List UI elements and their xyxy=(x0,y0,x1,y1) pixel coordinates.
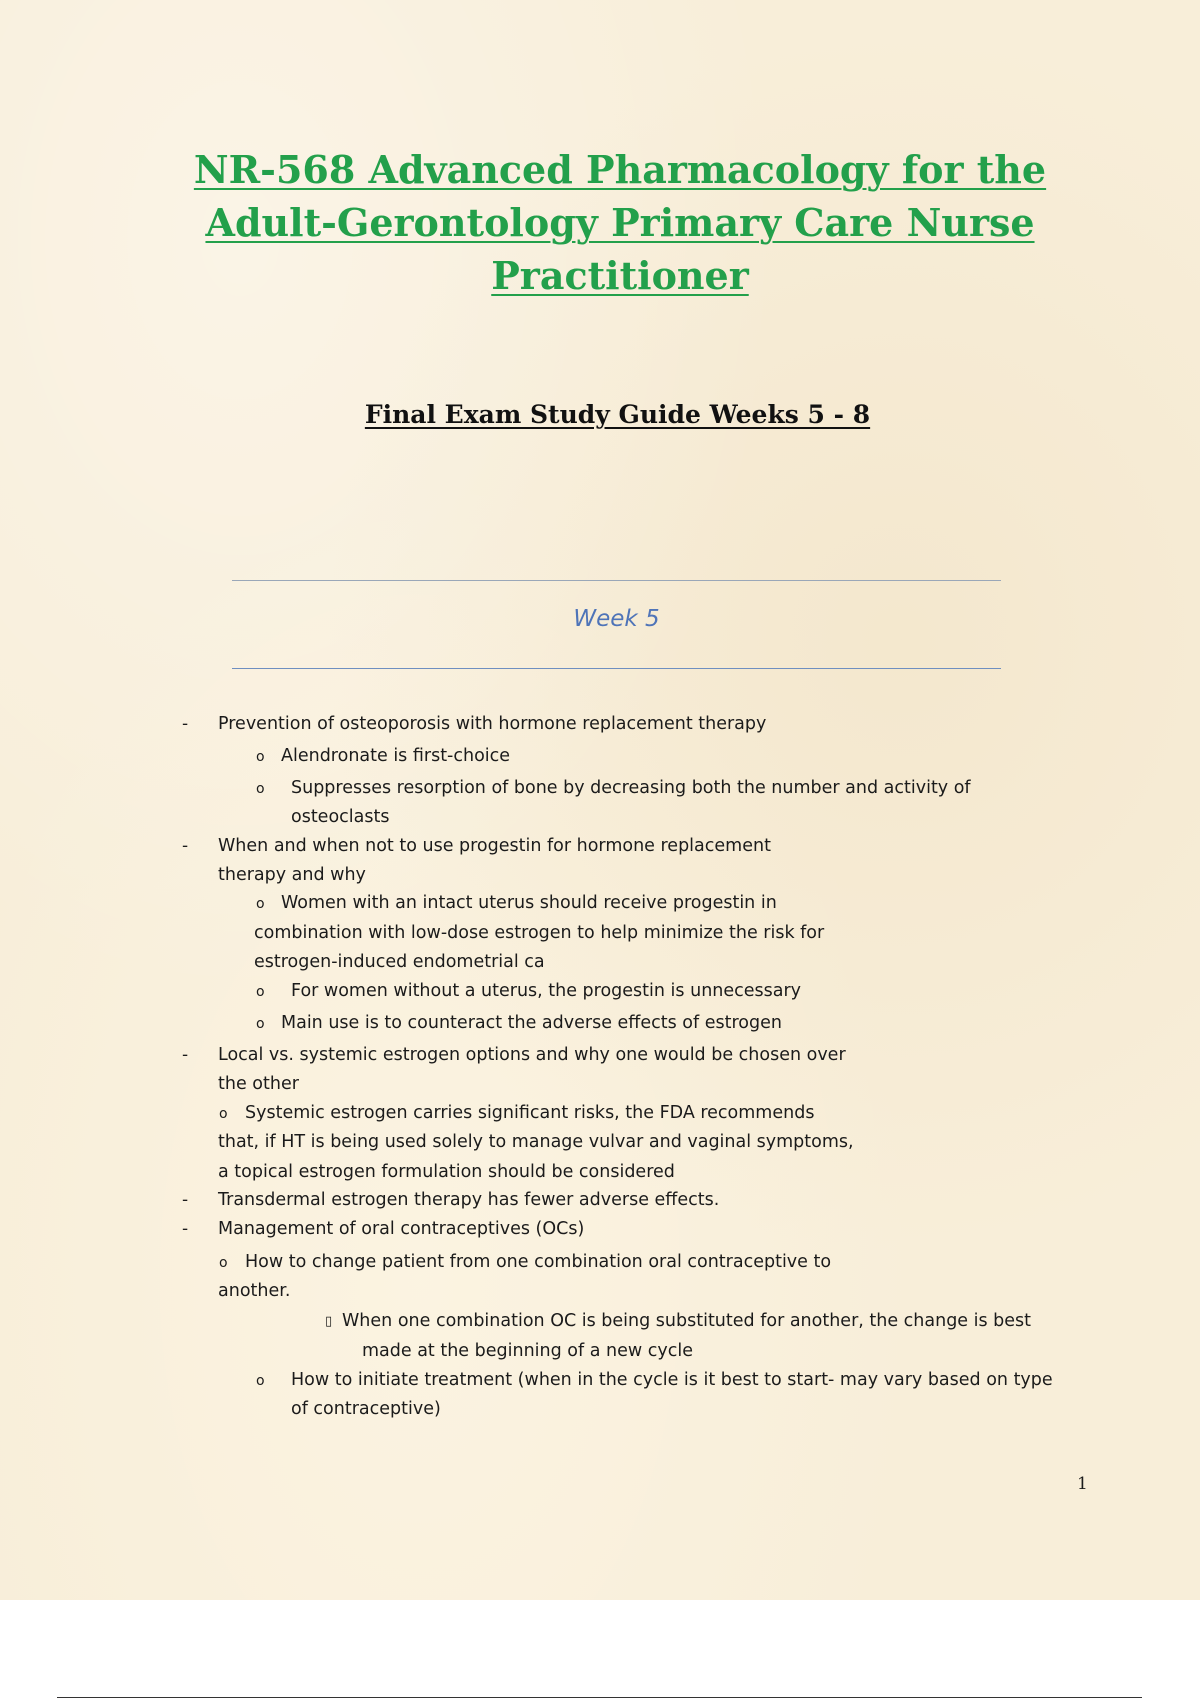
sub-list-item: Suppresses resorption of bone by decreasing both the number and activity of xyxy=(291,778,971,798)
sub-list-item: Main use is to counteract the adverse effects of estrogen xyxy=(281,1013,782,1033)
sub-list-item-continuation: of contraceptive) xyxy=(291,1399,441,1419)
sub-list-item: For women without a uterus, the progestin is unnecessary xyxy=(291,981,802,1001)
sub-list-item: How to initiate treatment (when in the cycle is it best to start- may vary based on type xyxy=(291,1370,1053,1390)
document-title: NR-568 Advanced Pharmacology for the Adult-Gerontology Primary Care Nurse Practitioner xyxy=(193,147,1047,298)
list-item-continuation: the other xyxy=(218,1074,299,1094)
page-separator-rule xyxy=(57,1697,1142,1698)
bullet-circle: o xyxy=(256,749,265,765)
bullet-circle: o xyxy=(256,896,265,912)
list-item: Prevention of osteoporosis with hormone replacement therapy xyxy=(218,714,767,734)
sub-list-item: Women with an intact uterus should receive progestin in xyxy=(281,893,777,913)
section-bottom-rule xyxy=(232,668,1001,669)
list-item: Transdermal estrogen therapy has fewer adverse effects. xyxy=(218,1190,720,1210)
bullet-dash: - xyxy=(182,1045,189,1065)
sub-list-item-continuation: combination with low-dose estrogen to help minimize the risk for xyxy=(254,923,825,943)
bullet-dash: - xyxy=(182,1219,189,1239)
list-item: Local vs. systemic estrogen options and why one would be chosen over xyxy=(218,1045,846,1065)
document-subtitle: Final Exam Study Guide Weeks 5 - 8 xyxy=(364,400,871,429)
bullet-circle: o xyxy=(256,781,265,797)
bullet-square: ▯ xyxy=(325,1314,333,1329)
sub-list-item-continuation: another. xyxy=(218,1281,291,1301)
bullet-circle: o xyxy=(256,984,265,1000)
bullet-dash: - xyxy=(182,836,189,856)
sub-list-item: Alendronate is first-choice xyxy=(281,746,511,766)
sub-list-item-continuation: osteoclasts xyxy=(291,807,390,827)
bullet-circle: o xyxy=(219,1106,228,1122)
bullet-circle: o xyxy=(219,1255,228,1271)
bullet-circle: o xyxy=(256,1373,265,1389)
bullet-dash: - xyxy=(182,714,189,734)
section-heading: Week 5 xyxy=(573,606,660,632)
bullet-dash: - xyxy=(182,1190,189,1210)
page-number: 1 xyxy=(1077,1474,1088,1494)
sub-sub-list-item-continuation: made at the beginning of a new cycle xyxy=(362,1341,693,1361)
sub-list-item: Systemic estrogen carries significant risks, the FDA recommends xyxy=(245,1103,815,1123)
sub-list-item: How to change patient from one combination oral contraceptive to xyxy=(245,1252,832,1272)
sub-list-item-continuation: estrogen-induced endometrial ca xyxy=(254,952,545,972)
list-item-continuation: therapy and why xyxy=(218,865,366,885)
section-top-rule xyxy=(232,580,1001,581)
sub-list-item-continuation: that, if HT is being used solely to manage vulvar and vaginal symptoms, xyxy=(218,1132,854,1152)
list-item: Management of oral contraceptives (OCs) xyxy=(218,1219,585,1239)
sub-sub-list-item: When one combination OC is being substituted for another, the change is best xyxy=(342,1311,1032,1331)
list-item: When and when not to use progestin for hormone replacement xyxy=(218,836,771,856)
sub-list-item-continuation: a topical estrogen formulation should be considered xyxy=(218,1162,675,1182)
bullet-circle: o xyxy=(256,1016,265,1032)
